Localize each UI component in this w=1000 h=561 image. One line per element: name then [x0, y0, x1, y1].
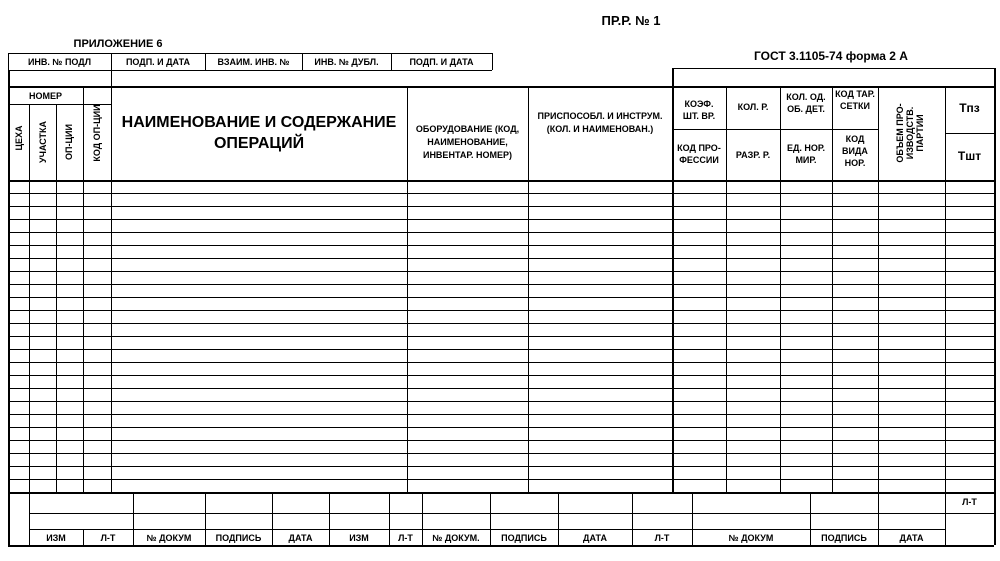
footer-cell: № ДОКУМ.	[432, 533, 480, 543]
approval-cell: ВЗАИМ. ИНВ. №	[217, 57, 290, 67]
equipment-header: ОБОРУДОВАНИЕ (КОД, НАИМЕНОВАНИЕ, ИНВЕНТАР. НОМЕР)	[415, 124, 520, 160]
approval-cell: ИНВ. № ПОДЛ	[27, 57, 92, 67]
profession-code-header: КОД ПРО- ФЕССИИ	[677, 143, 721, 165]
operation-name-header-2: ОПЕРАЦИЙ	[213, 135, 305, 152]
footer-cell: Л-Т	[100, 533, 116, 543]
parts-count-header: КОЛ. ОД. ОБ. ДЕТ.	[786, 92, 826, 114]
appendix-title: ПРИЛОЖЕНИЕ 6	[73, 38, 163, 50]
gost-label: ГОСТ 3.1105-74 форма 2 А	[754, 49, 908, 63]
footer-cell: ИЗМ	[46, 533, 66, 543]
op-code-column-header: КОД ОП-ЦИИ	[92, 104, 102, 162]
footer-cell: ДАТА	[583, 533, 607, 543]
footer-cell: № ДОКУМ	[146, 533, 192, 543]
norm-unit-header: ЕД. НОР. МИР.	[786, 143, 826, 165]
tsht-header: Тшт	[957, 149, 982, 163]
norm-type-header: КОД ВИДА НОР.	[842, 134, 868, 168]
coefficient-header: КОЭФ. ШТ. ВР.	[682, 99, 716, 121]
operation-name-header: НАИМЕНОВАНИЕ И СОДЕРЖАНИЕ	[121, 114, 397, 131]
footer-cell: ПОДПИСЬ	[501, 533, 547, 543]
form-number: ПР.Р. № 1	[601, 13, 661, 28]
tpz-header: Тпз	[959, 101, 980, 115]
tariff-code-header: КОД ТАР. СЕТКИ	[835, 89, 875, 111]
approval-cell: ПОДП. И ДАТА	[125, 57, 191, 67]
footer-cell: № ДОКУМ	[728, 533, 774, 543]
footer-cell: ДАТА	[288, 533, 313, 543]
approval-cell: ИНВ. № ДУБЛ.	[314, 57, 379, 67]
rank-header: РАЗР. Р.	[735, 150, 771, 160]
number-group-header: НОМЕР	[28, 91, 62, 101]
section-column-header: УЧАСТКА	[38, 121, 48, 163]
approval-cell: ПОДП. И ДАТА	[409, 57, 474, 67]
footer-cell: ПОДПИСЬ	[821, 533, 867, 543]
operation-column-header: ОП-ЦИИ	[64, 124, 74, 160]
footer-cell: Л-Т	[398, 533, 413, 543]
batch-volume-header: ОБЪЕМ ПРО- ИЗВОДСТВ. ПАРТИИ	[895, 103, 925, 163]
sheet-label: Л-Т	[962, 497, 977, 507]
workers-count-header: КОЛ. Р.	[737, 102, 769, 112]
footer-cell: ПОДПИСЬ	[215, 533, 262, 543]
footer-cell: ИЗМ	[349, 533, 369, 543]
tooling-header: ПРИСПОСОБЛ. И ИНСТРУМ. (КОЛ. И НАИМЕНОВАН.)	[537, 111, 663, 134]
footer-cell: ДАТА	[899, 533, 924, 543]
footer-cell: Л-Т	[654, 533, 670, 543]
shop-column-header: ЦЕХА	[14, 125, 24, 151]
